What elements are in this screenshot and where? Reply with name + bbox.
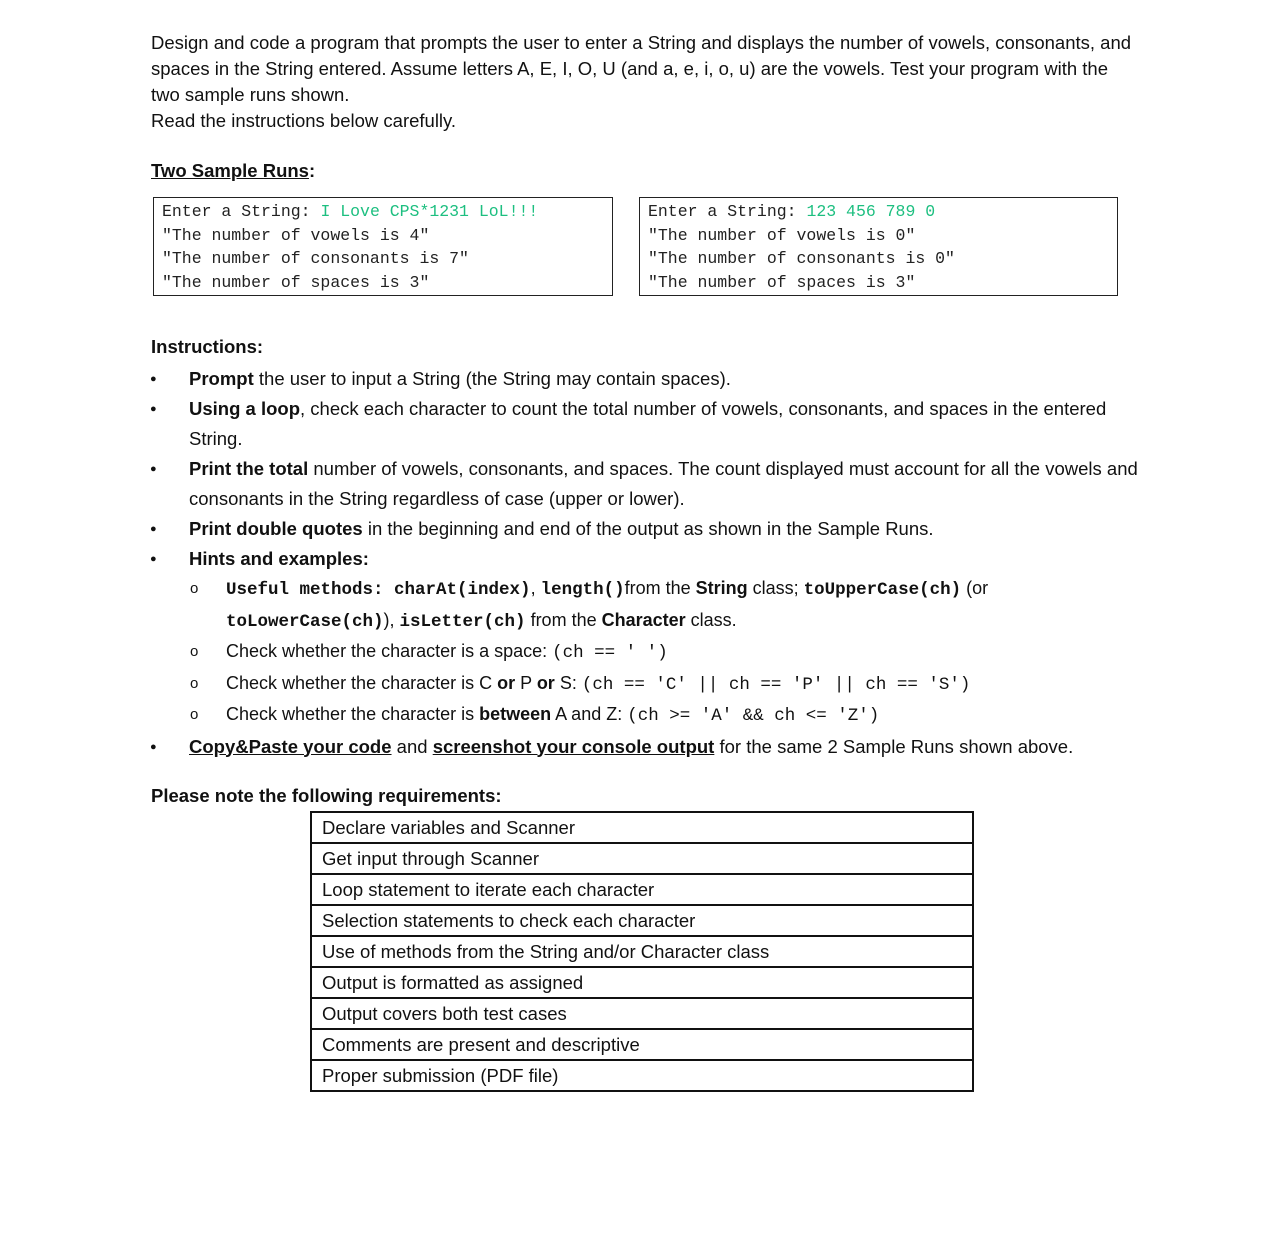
requirement-cell: Output is formatted as assigned	[311, 967, 973, 998]
intro-paragraph: Design and code a program that prompts the user to enter a String and displays the number of vowels, consonants, and spaces in the String entered. Assume letters A, E, I, O, U (and a, e, i, o, u) are the vowels. Test your program with the two sample runs shown.	[151, 32, 1132, 105]
sample-runs-title: Two Sample Runs:	[151, 160, 316, 181]
instruction-item: ● Prompt the user to input a String (the String may contain spaces).	[151, 364, 1141, 394]
copy-paste-code-text: Copy&Paste your code	[189, 735, 392, 757]
console-prompt-line: Enter a String: 123 456 789 0	[648, 202, 936, 221]
hint-space-check: o Check whether the character is a space: (ch == ' ')	[151, 637, 1141, 669]
table-row	[311, 1029, 973, 1060]
instructions-section	[151, 336, 1141, 762]
instruction-item: ● Print the total number of vowels, consonants, and spaces. The count displayed must account for all the vowels and consonants in the String regardless of case (upper or lower).	[151, 454, 1141, 514]
instruction-item-submit: ● Copy&Paste your code and screenshot your console output for the same 2 Sample Runs shown above.	[151, 732, 1141, 762]
instructions-title: Instructions:	[151, 336, 264, 357]
instruction-item: ● Print double quotes in the beginning and end of the output as shown in the Sample Runs.	[151, 514, 1141, 544]
requirement-cell: Loop statement to iterate each character	[311, 874, 973, 905]
hint-useful-methods: o Useful methods: charAt(index), length()from the String class; toUpperCase(ch) (or toLowerCase(ch)), isLetter(ch) from the Character class.	[151, 574, 1141, 637]
table-row	[311, 998, 973, 1029]
sample-run-1-console	[153, 197, 613, 296]
table-row	[311, 843, 973, 874]
table-row	[311, 967, 973, 998]
requirements-title: Please note the following requirements:	[151, 785, 502, 806]
sample-runs	[151, 197, 1141, 307]
console-user-input: 123 456 789 0	[806, 202, 936, 221]
instruction-item: ● Using a loop, check each character to count the total number of vowels, consonants, and spaces in the entered String.	[151, 394, 1141, 454]
table-row	[311, 874, 973, 905]
requirement-cell: Get input through Scanner	[311, 843, 973, 874]
assignment-document	[151, 30, 1141, 1086]
console-output-line: "The number of vowels is 0"	[648, 225, 916, 245]
table-row	[311, 936, 973, 967]
instructions-list	[151, 364, 1141, 762]
instruction-item-hints: ● Hints and examples: o Useful methods: charAt(index), length()from the String class; toUpperCase(ch) (or toLowerCase(ch)), isLetter(ch) from the Character class. o Check whether the character is a space: (ch == ' ') o Check whether the character is C or P or S: (ch == 'C' || ch == 'P' || ch == 'S') o Check whether the character is between A and Z: (ch >= 'A' && ch <= 'Z')	[151, 544, 1141, 732]
table-row	[311, 812, 973, 843]
requirements-table	[310, 811, 974, 1092]
sample-run-2-console	[639, 197, 1118, 296]
console-output-line: "The number of consonants is 0"	[648, 249, 955, 268]
console-output-line: "The number of spaces is 3"	[648, 272, 916, 292]
console-output-line: "The number of consonants is 7"	[162, 249, 469, 268]
console-output-line: "The number of vowels is 4"	[162, 225, 430, 245]
requirement-cell: Selection statements to check each character	[311, 905, 973, 936]
console-prompt-line: Enter a String: I Love CPS*1231 LoL!!!	[162, 202, 539, 221]
console-output-line: "The number of spaces is 3"	[162, 272, 430, 292]
read-note: Read the instructions below carefully.	[151, 110, 457, 131]
console-user-input: I Love CPS*1231 LoL!!!	[320, 202, 539, 221]
hint-cps-check: o Check whether the character is C or P or S: (ch == 'C' || ch == 'P' || ch == 'S')	[151, 669, 1141, 701]
requirement-cell: Declare variables and Scanner	[311, 812, 973, 843]
screenshot-console-text: screenshot your console output	[432, 735, 715, 757]
hints-list	[151, 574, 1141, 732]
requirement-cell: Output covers both test cases	[311, 998, 973, 1029]
requirement-cell: Comments are present and descriptive	[311, 1029, 973, 1060]
requirement-cell: Use of methods from the String and/or Character class	[311, 936, 973, 967]
table-row	[311, 1060, 973, 1091]
requirement-cell: Proper submission (PDF file)	[311, 1060, 973, 1091]
hint-range-check: o Check whether the character is between A and Z: (ch >= 'A' && ch <= 'Z')	[151, 700, 1141, 732]
table-row	[311, 905, 973, 936]
